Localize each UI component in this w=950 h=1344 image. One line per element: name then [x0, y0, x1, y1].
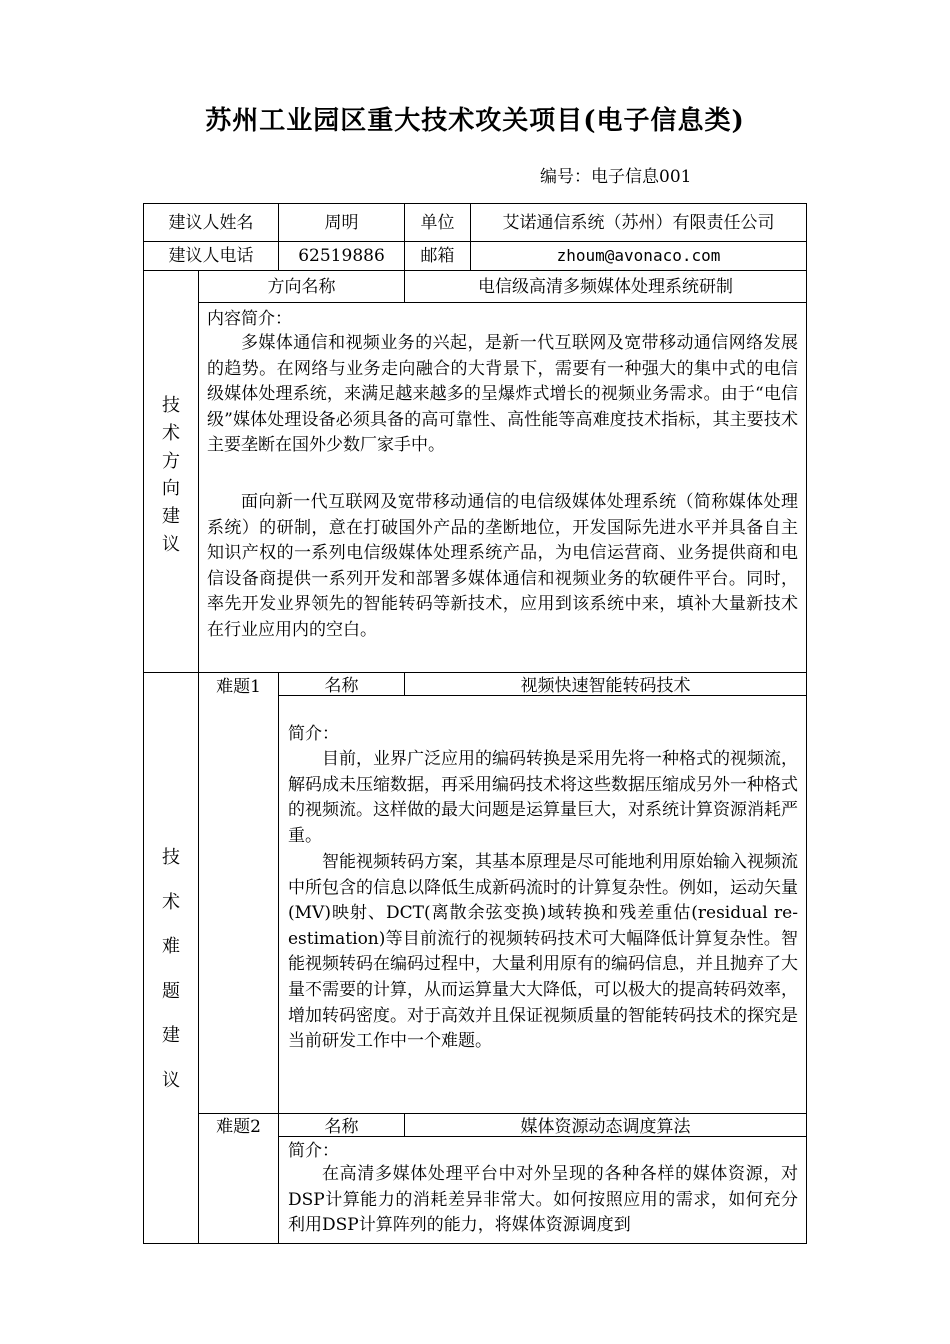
difficulties-section-label: 技 术 难 题 建 议 — [162, 847, 180, 1091]
proposer-name-value: 周明 — [324, 213, 359, 233]
document-number: 编号：电子信息001 — [540, 167, 692, 187]
direction-name-value: 电信级高清多频媒体处理系统研制 — [478, 277, 733, 297]
difficulty-2-name-label: 名称 — [324, 1117, 359, 1137]
difficulty-2-intro-label: 简介： — [288, 1141, 339, 1161]
document-title: 苏州工业园区重大技术攻关项目(电子信息类) — [205, 106, 745, 136]
difficulty-1-paragraph-1: 目前，业界广泛应用的编码转换是采用先将一种格式的视频流，解码成未压缩数据，再采用编码技术将这些数据压缩成另外一种格式的视频流。这样做的最大问题是运算量巨大，对系统计算资源消耗严重。 — [288, 749, 798, 846]
proposer-name-label: 建议人姓名 — [168, 213, 254, 233]
unit-label: 单位 — [420, 213, 455, 233]
direction-paragraph-1: 多媒体通信和视频业务的兴起，是新一代互联网及宽带移动通信网络发展的趋势。在网络与业务走向融合的大背景下，需要有一种强大的集中式的电信级媒体处理系统，来满足越来越多的呈爆炸式增长的视频业务需求。由于“电信级”媒体处理设备必须具备的高可靠性、高性能等高难度技术指标，其主要技术主要垄断在国外少数厂家手中。 — [207, 333, 798, 456]
difficulty-2-name-value: 媒体资源动态调度算法 — [520, 1117, 691, 1137]
unit-value: 艾诺通信系统（苏州）有限责任公司 — [502, 213, 775, 233]
difficulty-1-name-value: 视频快速智能转码技术 — [520, 676, 691, 696]
proposer-phone-label: 建议人电话 — [168, 246, 254, 266]
direction-paragraph-2: 面向新一代互联网及宽带移动通信的电信级媒体处理系统（简称媒体处理系统）的研制，意在打破国外产品的垄断地位，开发国际先进水平并具备自主知识产权的一系列电信级媒体处理系统产品，为电信运营商、业务提供商和电信设备商提供一系列开发和部署多媒体通信和视频业务的软硬件平台。同时，率先开发业界领先的智能转码等新技术，应用到该系统中来，填补大量新技术在行业应用内的空白。 — [207, 492, 798, 640]
direction-intro-label: 内容简介： — [207, 309, 292, 329]
email-value: zhoum@avonaco.com — [556, 246, 721, 265]
difficulty-2-label: 难题2 — [216, 1117, 261, 1137]
difficulty-1-paragraph-2: 智能视频转码方案，其基本原理是尽可能地利用原始输入视频流中所包含的信息以降低生成新码流时的计算复杂性。例如，运动矢量(MV)映射、DCT(离散余弦变换)域转换和残差重估(residual re-estimation)等目前流行的视频转码技术可大幅降低计算复杂性。智能视频转码在编码过程中，大量利用原有的编码信息，并且抛弃了大量不需要的计算，从而运算量大大降低，可以极大的提高转码效率，增加转码密度。对于高效并且保证视频质量的智能转码技术的探究是当前研发工作中一个难题。 — [288, 852, 798, 1052]
direction-section-label: 技 术 方 向 建 议 — [162, 395, 180, 555]
difficulty-1-name-label: 名称 — [324, 676, 359, 696]
direction-name-label: 方向名称 — [267, 277, 336, 297]
email-label: 邮箱 — [420, 246, 455, 266]
difficulty-1-label: 难题1 — [216, 677, 261, 697]
difficulty-2-paragraph-1: 在高清多媒体处理平台中对外呈现的各种各样的媒体资源，对DSP计算能力的消耗差异非常大。如何按照应用的需求，如何充分利用DSP计算阵列的能力，将媒体资源调度到 — [288, 1164, 798, 1236]
difficulty-1-intro-label: 简介： — [288, 724, 339, 744]
proposer-phone-value: 62519886 — [298, 246, 385, 266]
